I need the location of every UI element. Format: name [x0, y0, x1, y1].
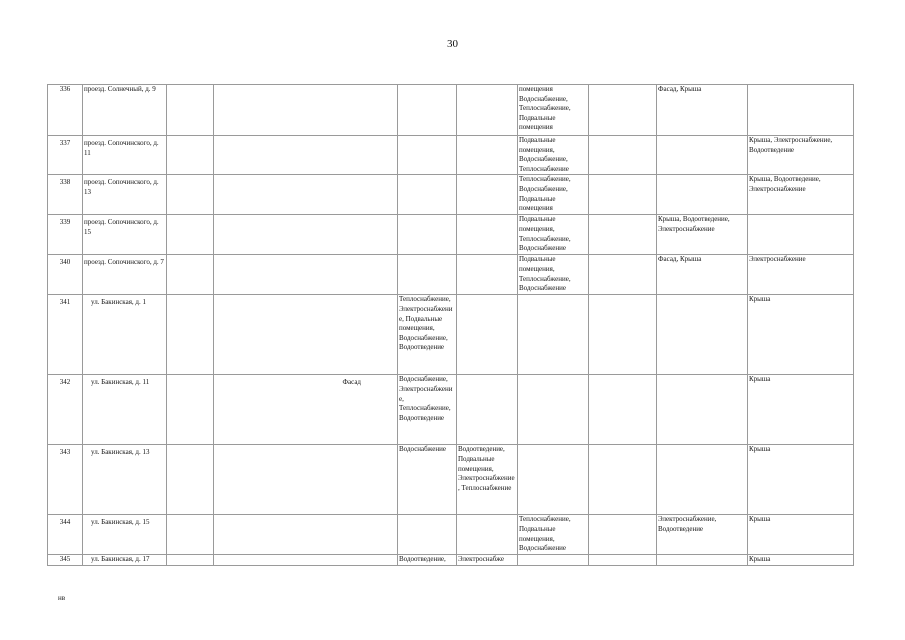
table-row [48, 255, 854, 295]
work-cell [518, 375, 589, 445]
row-number: 343 [48, 445, 83, 515]
work-cell [214, 554, 398, 565]
work-cell: Теплоснабжение,Электроснабжение, Подвальные помещения, Водоснабжение, Водоотведение [398, 295, 457, 375]
work-cell: Водоотведение, Подвальные помещения, Электроснабжение, Теплоснабжение [457, 445, 518, 515]
work-cell [657, 175, 748, 215]
work-cell [589, 515, 657, 554]
work-cell [214, 136, 398, 175]
work-cell [167, 136, 214, 175]
work-cell [518, 554, 589, 565]
footer-mark: нв [58, 594, 66, 602]
address-cell: проезд. Сопочинского, д. 13 [83, 175, 167, 215]
work-cell [589, 554, 657, 565]
address-cell: ул. Бакинская, д. 1 [83, 295, 167, 375]
table-row [48, 515, 854, 554]
work-cell [167, 255, 214, 295]
work-cell [457, 215, 518, 255]
table-row [48, 215, 854, 255]
row-number: 340 [48, 255, 83, 295]
work-cell [167, 554, 214, 565]
work-cell [457, 295, 518, 375]
table-row [48, 375, 854, 445]
work-cell: Подвальные помещения, Теплоснабжение, Водоснабжение [518, 255, 589, 295]
work-cell [457, 175, 518, 215]
work-cell [214, 515, 398, 554]
work-cell: Электроснабжение [748, 255, 854, 295]
row-number: 344 [48, 515, 83, 554]
work-cell [214, 295, 398, 375]
work-cell [214, 445, 398, 515]
work-cell: Крыша [748, 515, 854, 554]
address-cell: ул. Бакинская, д. 11 [83, 375, 167, 445]
work-cell: Подвальные помещения, Водоснабжение, Теплоснабжение [518, 136, 589, 175]
work-cell [589, 445, 657, 515]
work-cell [457, 375, 518, 445]
work-cell [167, 445, 214, 515]
work-cell: Крыша, Электроснабжение, Водоотведение [748, 136, 854, 175]
work-cell: Крыша [748, 295, 854, 375]
address-cell: проезд. Сопочинского, д. 15 [83, 215, 167, 255]
work-cell [167, 85, 214, 136]
table-row [48, 445, 854, 515]
row-number: 339 [48, 215, 83, 255]
page-number: 30 [447, 38, 458, 50]
work-cell [214, 215, 398, 255]
work-cell [457, 255, 518, 295]
row-number: 341 [48, 295, 83, 375]
work-cell: Фасад, Крыша [657, 85, 748, 136]
work-cell: Водоснабжение [398, 445, 457, 515]
work-cell [398, 515, 457, 554]
work-cell: Крыша, Водоотведение, Электроснабжение [657, 215, 748, 255]
work-cell [518, 295, 589, 375]
work-cell: Водоотведение, [398, 554, 457, 565]
work-cell [167, 175, 214, 215]
work-cell [214, 175, 398, 215]
table-row [48, 295, 854, 375]
works-table [47, 84, 854, 566]
work-cell [518, 445, 589, 515]
work-cell [589, 85, 657, 136]
address-cell: проезд. Солнечный, д. 9 [83, 85, 167, 136]
work-cell [589, 375, 657, 445]
row-number: 345 [48, 554, 83, 565]
work-cell [457, 515, 518, 554]
work-cell [657, 375, 748, 445]
work-cell: Электроснабже [457, 554, 518, 565]
work-cell [657, 295, 748, 375]
table-row [48, 554, 854, 565]
work-cell [657, 445, 748, 515]
work-cell [398, 136, 457, 175]
work-cell: помещения Водоснабжение, Теплоснабжение, Подвальные помещения [518, 85, 589, 136]
work-cell: Водоснабжение, Электроснабжение, Теплоснабжение, Водоотведение [398, 375, 457, 445]
work-cell [398, 215, 457, 255]
work-cell [398, 255, 457, 295]
table-row [48, 85, 854, 136]
work-cell: Подвальные помещения, Теплоснабжение, Водоснабжение [518, 215, 589, 255]
work-cell: Электроснабжение, Водоотведение [657, 515, 748, 554]
work-cell [748, 85, 854, 136]
work-cell [167, 215, 214, 255]
work-cell [589, 175, 657, 215]
work-cell: Крыша, Водоотведение, Электроснабжение [748, 175, 854, 215]
work-cell [398, 175, 457, 215]
address-cell: проезд. Сопочинского, д. 7 [83, 255, 167, 295]
row-number: 336 [48, 85, 83, 136]
work-cell [214, 85, 398, 136]
work-cell [167, 375, 214, 445]
row-number: 337 [48, 136, 83, 175]
work-cell [589, 136, 657, 175]
work-cell [657, 554, 748, 565]
table-row [48, 136, 854, 175]
table-row [48, 175, 854, 215]
work-cell [748, 215, 854, 255]
work-cell [167, 295, 214, 375]
work-cell: Крыша [748, 445, 854, 515]
work-cell [398, 85, 457, 136]
work-cell: Фасад [214, 375, 398, 445]
address-cell: ул. Бакинская, д. 13 [83, 445, 167, 515]
row-number: 342 [48, 375, 83, 445]
address-cell: проезд. Сопочинского, д. 11 [83, 136, 167, 175]
work-cell [167, 515, 214, 554]
work-cell: Фасад, Крыша [657, 255, 748, 295]
work-cell [589, 215, 657, 255]
work-cell: Теплоснабжение, Водоснабжение, Подвальные помещения [518, 175, 589, 215]
work-cell: Теплоснабжение, Подвальные помещения, Водоснабжение [518, 515, 589, 554]
work-cell [589, 255, 657, 295]
work-cell: Крыша [748, 554, 854, 565]
address-cell: ул. Бакинская, д. 17 [83, 554, 167, 565]
work-cell: Крыша [748, 375, 854, 445]
work-cell [457, 85, 518, 136]
work-cell [657, 136, 748, 175]
row-number: 338 [48, 175, 83, 215]
work-cell [214, 255, 398, 295]
address-cell: ул. Бакинская, д. 15 [83, 515, 167, 554]
work-cell [589, 295, 657, 375]
work-cell [457, 136, 518, 175]
